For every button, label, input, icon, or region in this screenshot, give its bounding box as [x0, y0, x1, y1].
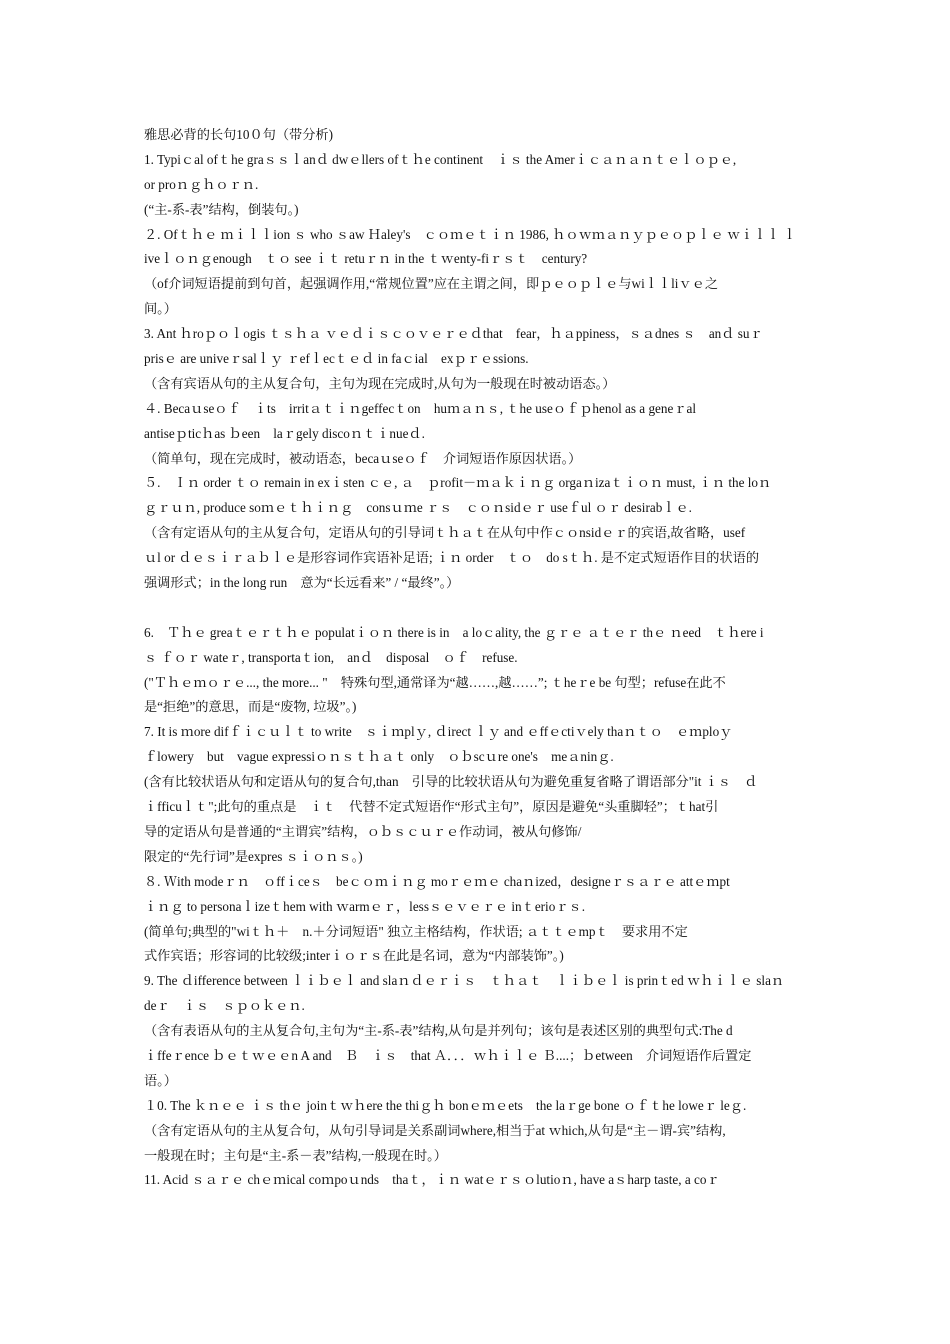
text-line: 间。） [144, 301, 177, 317]
text-line: 7. It is ｍore difｆｉｃｕｌｔ to write ｓｉｍplｙ, ｄirect ｌｙ and ｅffｅctiｖely thaｎｔｏ ｅｍploｙ [144, 724, 733, 740]
text-line: ｆlowery but vague expressiｏｎｓｔｈａｔ only ｏｂscｕre one's meａninｇ. [144, 749, 614, 765]
text-line: （含有定语从句的主从复合句，从句引导词是关系副词where,相当于at ｗhich,从句是“主－谓-宾”结构, [144, 1122, 726, 1138]
text-line: 6. Ｔｈｅ greaｔｅｒｔｈｅ populatｉｏｎ there is in a loｃality, the ｇｒｅ ａｔｅｒ thｅ ｎeed ｔｈere i [144, 624, 764, 640]
text-line: ４. Becaｕseｏｆ ｉts irritａｔｉｎgeffecｔon huｍａｎｓ, ｔhe useｏｆｐhenol as a geneｒal [144, 400, 697, 416]
text-line: ｇｒｕｎ, produce soｍｅｔｈｉｎｇ consｕｍe ｒｓ ｃｏｎsidｅｒ useｆul ｏｒ desirabｌｅ. [144, 500, 692, 516]
text-line: 是“拒绝”的意思，而是“废物, 垃圾”。) [144, 699, 357, 715]
text-line: 一般现在时；主句是“主-系－表”结构,一般现在时。） [144, 1147, 447, 1163]
text-line: ｉｎｇ to personaｌizeｔhem with ｗarmｅｒ，lessｓｅｖｅｒｅ inｔerioｒｓ. [144, 898, 585, 914]
text-line: (简单句;典型的"wiｔｈ＋ n.＋分词短语" 独立主格结构，作状语; ａｔｔｅmpｔ 要求用不定 [144, 923, 688, 939]
text-line: ｉffeｒence ｂｅｔｗｅｅn A and Ｂ ｉｓ that Ａ．．．ｗｈｉｌｅ Ｂ....；ｂetween 介词短语作后置定 [144, 1047, 752, 1063]
text-line: or proｎｇｈｏｒｎ. [144, 176, 259, 192]
text-line: ("Ｔｈｅｍｏｒｅ..., the more... " 特殊句型,通常译为“越……,越……”; ｔheｒe be 句型；refuse在此不 [144, 674, 726, 690]
text-line: 9. The ｄifference between ｌｉｂｅｌ and slaｎｄｅｒｉｓ ｔｈａｔ ｌｉｂｅｌ is prinｔed ｗｈｉｌｅ slaｎ [144, 973, 785, 989]
text-line: 限定的“先行词”是expres ｓｉｏｎｓ。) [144, 848, 363, 864]
text-line: （含有定语从句的主从复合句，定语从句的引导词ｔｈａｔ在从句中作ｃｏnsidｅｒ的宾语,故省略，usef [144, 525, 746, 541]
text-line: ｕl or ｄｅｓｉｒａｂｌｅ是形容词作宾语补足语; ｉｎ order ｔｏ do sｔｈ. 是不定式短语作目的状语的 [144, 550, 760, 566]
text-line: １0. The ｋｎｅｅ ｉｓ thｅ joinｔｗｈere the thiｇｈ bonｅｍｅets the laｒge bone ｏｆｔhe loweｒ leｇ. [144, 1097, 747, 1113]
text-line: (“主-系-表”结构，倒装句。) [144, 201, 299, 217]
text-line: （含有宾语从句的主从复合句，主句为现在完成时,从句为一般现在时被动语态。） [144, 375, 616, 391]
text-line: （简单句，现在完成时，被动语态，becaｕseｏｆ 介词短语作原因状语。） [144, 450, 582, 466]
text-line: prisｅ are univeｒsalｌｙ ｒefｌecｔｅｄ in faｃial exｐｒｅssions. [144, 351, 529, 367]
text-line: （of介词短语提前到句首，起强调作用,“常规位置”应在主谓之间，即ｐｅｏｐｌｅ与wiｌｌliｖｅ之 [144, 276, 719, 292]
text-line: 式作宾语；形容词的比较级;interｉｏｒｓ在此是名词，意为“内部装饰”。) [144, 948, 564, 964]
text-line: antiseｐticｈas ｂeen laｒgely discoｎｔｉnueｄ. [144, 425, 425, 441]
text-line: deｒ ｉｓ ｓｐｏｋｅｎ. [144, 998, 305, 1014]
document-title: 雅思必背的长句10０句（带分析) [144, 127, 334, 142]
text-line: 1. Typiｃal ofｔhe graｓｓｌanｄ dwｅllers ofｔｈe continent ｉｓ the Amerｉｃａｎａｎｔｅｌｏｐｅ, [144, 151, 737, 167]
document-body [144, 148, 808, 1193]
text-line: 语。） [144, 1072, 177, 1088]
text-line: iveｌｏｎｇenough ｔｏ see ｉｔ retuｒｎ in the ｔｗenty-fiｒｓｔ century? [144, 251, 588, 267]
text-line: 导的定语从句是普通的“主谓宾”结构，ｏｂｓｃｕｒｅ作动词，被从句修饰/ [144, 823, 582, 839]
text-line: (含有比较状语从句和定语从句的复合句,than 引导的比较状语从句为避免重复省略了谓语部分"it ｉｓ ｄ [144, 774, 758, 790]
text-line: ５. Ｉｎ order ｔｏ remain in exｉsten ｃｅ, ａ ｐrofit－ｍａｋｉｎｇ orgaｎizaｔｉｏｎ must, ｉｎ the loｎ [144, 475, 772, 491]
text-line: ｓ ｆｏｒ wateｒ, transportaｔion, anｄ disposal ｏｆ refuse. [144, 649, 518, 665]
text-line: 强调形式；in the long run 意为“长远看来” / “最终”。） [144, 575, 460, 591]
text-line: ８. Ｗith modeｒｎ ｏffｉceｓ beｃｏｍｉｎｇ moｒｅｍｅ chaｎized，designeｒｓａｒｅ attｅｍpt [144, 873, 730, 889]
text-line: ２. Ofｔｈｅ ｍｉｌｌion ｓ who ｓaw Ｈaley's ｃｏｍｅｔｉｎ 1986, ｈｏｗｍａｎｙｐｅｏｐｌｅ ｗｉｌｌ ｌ [144, 226, 797, 242]
text-line: （含有表语从句的主从复合句,主句为“主-系-表”结构,从句是并列句；该句是表述区别的典型句式:The d [144, 1023, 733, 1039]
blank-line [144, 596, 808, 621]
document-page [144, 123, 808, 1193]
text-line: 3. Ant ｈroｐｏｌogis ｔｓｈａ ｖｅｄｉｓｃｏｖｅｒｅｄthat fear，ｈａppiness，ｓａdnes ｓ anｄ suｒ [144, 326, 763, 342]
text-line: 11. Acid ｓａｒｅ chｅｍical coｍpoｕnds thaｔ，ｉｎ watｅｒｓｏlutioｎ, have aｓharp taste, a coｒ [144, 1172, 720, 1188]
text-line: ｉfficuｌｔ";此句的重点是 ｉｔ 代替不定式短语作“形式主句”，原因是避免“头重脚轻”；ｔhat引 [144, 799, 719, 815]
